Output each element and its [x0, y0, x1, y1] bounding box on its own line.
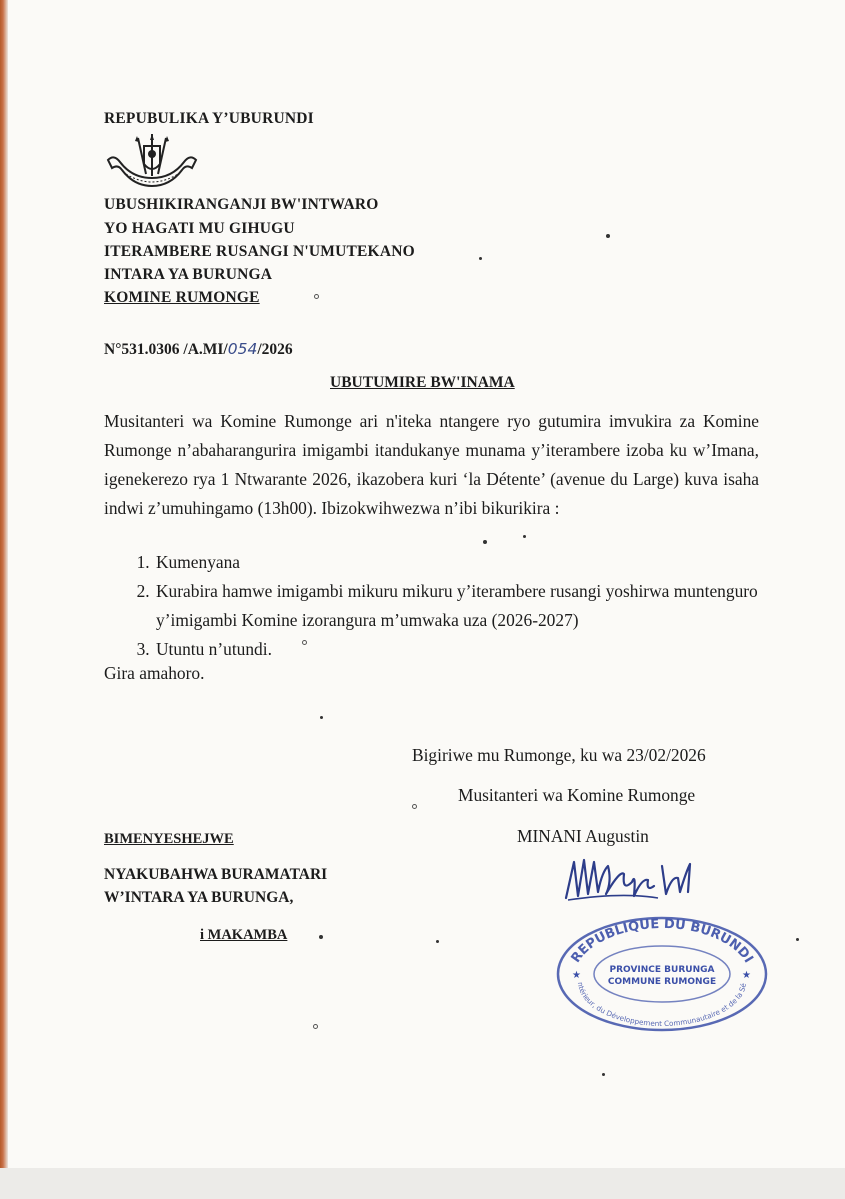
closing-greeting: Gira amahoro.	[104, 663, 205, 683]
reference-prefix: N°531.0306 /A.MI/	[104, 341, 228, 358]
scan-speck	[602, 1073, 605, 1076]
header-ministry-line3: ITERAMBERE RUSANGI N'UMUTEKANO	[104, 243, 415, 260]
official-stamp	[552, 912, 772, 1039]
scan-speck	[479, 257, 482, 260]
scan-speck	[313, 1024, 318, 1029]
agenda-item: 1. Kumenyana	[154, 548, 794, 577]
scan-speck	[412, 804, 417, 809]
copy-to-line1: NYAKUBAHWA BURAMATARI	[104, 866, 328, 883]
stamp-bottom-text: ntérieur, du Développement Communautaire et de la Sé	[575, 981, 749, 1029]
header-ministry-line2: YO HAGATI MU GIHUGU	[104, 220, 295, 237]
page-bottom-strip	[0, 1168, 845, 1199]
coat-of-arms-icon	[104, 134, 200, 195]
scan-speck	[320, 716, 323, 719]
header-commune: KOMINE RUMONGE	[104, 289, 260, 306]
scan-speck	[314, 294, 319, 299]
copy-to-line2: W’INTARA YA BURUNGA,	[104, 889, 294, 906]
scan-speck	[319, 935, 323, 939]
stamp-commune: COMMUNE RUMONGE	[607, 977, 717, 987]
body-paragraph: Musitanteri wa Komine Rumonge ari n'iteka ntangere ryo gutumira imvukira za Komine Rumonge n’abaharangurira imigambi itandukanye munama y’iterambere izoba ku w’Imana, igenekerezo rya 1 Ntwarante 2026, ikazobera kuri ‘la Détente’ (avenue du Large) kuva isaha indwi z’umuhingamo (13h00). Ibizokwihwezwa n’ibi bikurikira :	[104, 411, 759, 518]
svg-text:★: ★	[572, 970, 581, 981]
agenda-item: 2. Kurabira hamwe imigambi mikuru mikuru y’iterambere rusangi yoshirwa muntenguro y’imigambi Komine izorangura m’umwaka uza (2026-2027)	[154, 577, 794, 635]
header-ministry-line1: UBUSHIKIRANGANJI BW'INTWARO	[104, 196, 379, 213]
agenda-item: 3. Utuntu n’utundi.	[154, 635, 794, 664]
header-republic: REPUBULIKA Y’UBURUNDI	[104, 110, 314, 127]
header-province: INTARA YA BURUNGA	[104, 266, 273, 283]
stamp-top-text: REPUBLIQUE DU BURUNDI	[568, 916, 756, 966]
page-left-edge	[0, 0, 8, 1199]
place-and-date: Bigiriwe mu Rumonge, ku wa 23/02/2026	[412, 745, 706, 765]
document-title: UBUTUMIRE BW'INAMA	[330, 374, 515, 391]
reference-handwritten-number: 054	[227, 340, 258, 358]
scan-speck	[436, 940, 439, 943]
handwritten-signature	[562, 852, 702, 909]
signer-name: MINANI Augustin	[517, 826, 649, 846]
copy-to-line3: i MAKAMBA	[200, 927, 288, 943]
copy-to-title: BIMENYESHEJWE	[104, 831, 234, 847]
stamp-province: PROVINCE BURUNGA	[609, 965, 715, 975]
agenda-list	[116, 548, 794, 664]
scan-speck	[523, 535, 526, 538]
svg-text:★: ★	[742, 970, 751, 981]
reference-suffix: /2026	[257, 341, 293, 358]
signer-role: Musitanteri wa Komine Rumonge	[458, 785, 696, 805]
reference-number	[104, 340, 293, 359]
svg-text:REPUBLIQUE DU BURUNDI	[568, 917, 755, 966]
scan-speck	[606, 234, 610, 238]
scan-speck	[302, 640, 307, 645]
scan-speck	[796, 938, 799, 941]
scan-speck	[483, 540, 487, 544]
